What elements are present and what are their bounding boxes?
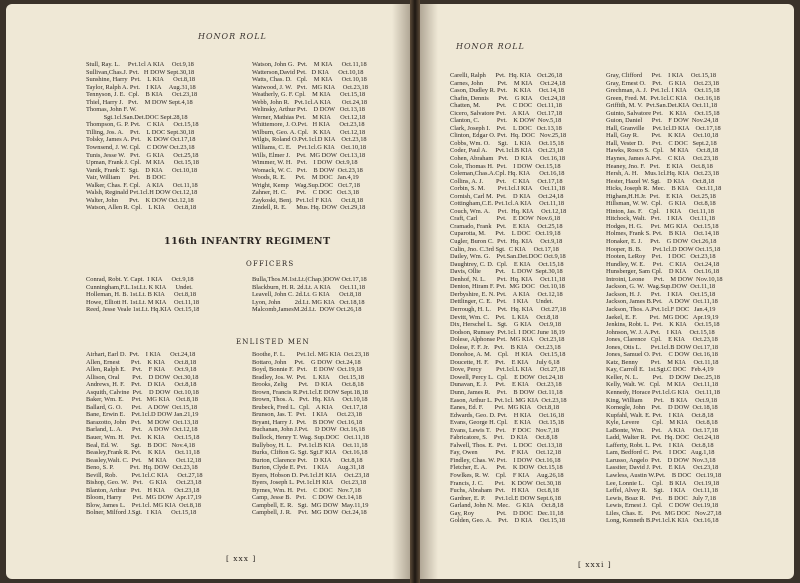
roll-entry: Wilgis, Roland O.Pvt.1cl.D KIA Oct.23,18	[252, 136, 367, 144]
roll-entry: Tunis, Jesse W. Pvt. G KIA Oct.25,18	[86, 151, 199, 159]
roll-entry: Dolese, Alphonse Pvt. MG KIA Oct.23,18	[450, 336, 565, 344]
roll-entry: Lassiter, David J. Pvt. E KIA Oct.23,18	[606, 464, 719, 472]
enlisted-column-1	[86, 351, 203, 517]
roll-entry: Wilburn, Geo. A. Cpl. K KIA Oct.12,18	[252, 128, 366, 136]
roll-entry: Womack, W. C. Pvt. B DOW Oct.23,18	[252, 166, 363, 174]
roll-entry: Watson, John G. Pvt. M KIA Oct.11,18	[252, 61, 367, 68]
roll-entry: Watts, Chas. D. Cpl. M KIA Oct.10,18	[252, 76, 367, 84]
roll-entry: Coder, Paul A. Pvt.1cl.B KIA Oct.23,18	[450, 147, 564, 155]
roll-entry: Thomas, John F. W.	[86, 106, 137, 114]
right-page	[420, 4, 794, 579]
roll-entry: Holmes, Frank S. Pvt. B KIA Oct.14,18	[606, 230, 719, 238]
officers-heading: OFFICERS	[246, 260, 295, 268]
roll-entry: Cugler, Buron C. Pvt. Hq. KIA Oct.9,18	[450, 238, 563, 246]
roll-entry: Keller, N. L. Pvt. D DOW Dec.25,18	[606, 373, 720, 381]
roll-entry: Craft, Carl Pvt. E DOW Nov.6,18	[450, 215, 561, 223]
roll-entry: Burton, Clyde E. Pvt. I KIA Aug.31,18	[252, 464, 365, 472]
officers-column-2	[252, 276, 367, 314]
roll-entry: Kay, Carroll E. 1st.Sgt.C DOC Feb.4,19	[606, 366, 714, 374]
roll-entry: Katz, Benny Pvt. M KIA Oct.11,18	[606, 358, 719, 366]
roll-entry: Allen, Ralph E. Pvt. F KIA Oct.9,18	[86, 366, 197, 374]
roll-entry: Corbin, S. M. Pvt.1cl.I KIA Oct.11,18	[450, 185, 565, 193]
roll-entry: Cason, Dudley R. Pvt. K KIA Oct.14,18	[450, 87, 564, 95]
roll-entry: Welinsky, Arthur Pvt. D DOW Oct.13,18	[252, 106, 365, 114]
page-number: [ xxx ]	[226, 554, 257, 563]
roll-entry: Derbyshire, E. N. Pvt. A KIA Oct.12,18	[450, 290, 563, 298]
roll-entry: Jones, Otis L. Pvt.1cl.B DOW Oct.17,18	[606, 343, 719, 351]
roll-entry: Long, Kenneth B.Pvt.1cl.K KIA Oct.16,18	[606, 517, 719, 525]
roll-entry: Dailey, Wm. G. Pvt.San.Det.DOC Oct.9,18	[450, 253, 566, 261]
roll-entry: Falwell, Thos. E. Pvt. L DOC Oct.13,18	[450, 441, 563, 449]
roll-entry: Tilling, Jos. A. Pvt. L DOC Sept.30,18	[86, 128, 195, 136]
honor-roll-column-1	[450, 72, 567, 525]
roll-entry: Beal, Ed. W. Sgt. B DOC Nov.4,18	[86, 441, 195, 449]
roll-entry: Green, Fred. M. Pvt.1cl.C KIA Oct.16,18	[606, 94, 720, 102]
roll-entry: Conrad, Robt. Y. Capt. I KIA Oct.9,18	[86, 276, 194, 283]
roll-entry: Hall, Guy R. Pvt. K KIA Oct.10,18	[606, 132, 719, 140]
roll-entry: Sgt.1cl.San.Det.DOC Sept.28,18	[86, 113, 188, 121]
roll-entry: Malcomb,JamesM.2d.Lt. DOW Oct.26,18	[252, 306, 362, 314]
roll-entry: Bryant, Harry J. Pvt. B DOW Oct.16,18	[252, 418, 363, 426]
roll-entry: Hester, Hazel W. Sgt. D KIA Oct.8,18	[606, 177, 715, 185]
roll-entry: Fuchs, Abraham Pvt. H KIA Oct.8,18	[450, 487, 559, 495]
roll-entry: Bevill, Rob. Pvt.1cl.C KIA Oct.27,18	[86, 471, 203, 479]
roll-entry: Walter, John Pvt. K DOW Oct.12,18	[86, 196, 194, 204]
roll-entry: Jaekel, E. F. Pvt. MG DOC Apr.19,19	[606, 313, 719, 321]
roll-entry: Byrnes, Wm. H. Pvt. C DOC Nov.7,18	[252, 486, 361, 494]
roll-entry: Hooten, LeRoy Pvt. I DOC Oct.23,18	[606, 253, 716, 261]
roll-entry: Brooks, Zelig Pvt. D KIA Oct.8,18	[252, 381, 364, 389]
roll-entry: Kyle, Levere Cpl. M KIA Oct.8,18	[606, 419, 718, 427]
roll-entry: Wills, Elmer J. Pvt. MG DOW Oct.13,18	[252, 151, 366, 159]
roll-entry: Hall, Granville Pvt.1cl.D KIA Oct.17,18	[606, 124, 721, 132]
roll-entry: Hunsberger, Sam Cpl. D KIA Oct.16,18	[606, 268, 720, 276]
roll-entry: Dowell, Percy L. Cpl. E DOW Oct.24,18	[450, 373, 564, 381]
roll-entry: Sunshine, Harry Pvt. L KIA Oct.8,18	[86, 76, 196, 84]
roll-entry: Leffel, Alvey R. Sgt. I KIA Oct.11,18	[606, 487, 718, 495]
roll-entry: Findley, Chas. W. Pvt. I DOW Oct.16,18	[450, 456, 561, 464]
roll-entry: Lee, Lonnie L. Cpl. B KIA Oct.19,18	[606, 479, 720, 487]
roll-entry: Griffith, M. V. Pvt.San.Det.KIA Oct.11,18	[606, 102, 718, 110]
roll-entry: Derrough, H. L. Pvt. Hq. KIA Oct.27,18	[450, 305, 566, 313]
roll-entry: Beasley,Frank R. Pvt. K KIA Oct.11,18	[86, 449, 200, 457]
roll-entry: Williams, C. E. Pvt.1cl.G KIA Oct.10,18	[252, 144, 367, 152]
roll-entry: Dolese, F. F. Jr. Pvt. B KIA Oct.23,18	[450, 343, 561, 351]
roll-entry: Daughtrey, C. D. Cpl. E KIA Oct.15,18	[450, 260, 564, 268]
roll-entry: Collins, A. J. Pvt. C KIA Oct.17,18	[450, 177, 563, 185]
left-page	[6, 4, 410, 579]
roll-entry: Hodges, H. G. Pvt. MG KIA Oct.15,18	[606, 222, 719, 230]
roll-entry: Beno, S. P. Pvt. Hq. DOW Oct.23,18	[86, 464, 198, 472]
roll-entry: Clinton, Edgar O. Pvt. Hq. DOC Nov.25,18	[450, 132, 567, 140]
roll-entry: Bullyboy, H. L. Pvt.1cl.B KIA Oct.11,18	[252, 441, 368, 449]
roll-entry: Beasley,Walt. C. Pvt. M KIA Oct.12,18	[86, 456, 202, 464]
honor-roll-column-1	[86, 61, 199, 212]
roll-entry: Guinto, Salvatore Pvt. K KIA Oct.15,18	[606, 109, 720, 117]
roll-entry: Cunningham,F.L.1st.Lt. K KIA Undet.	[86, 283, 193, 291]
roll-entry: Liles, Chas. E. Pvt. MG DOC Nov.27,18	[606, 509, 722, 517]
roll-entry: Evans, George H. Cpl. E KIA Oct.15,18	[450, 419, 564, 427]
roll-entry: Bane, Erwin E. Pvt.1cl.D DOW Jan.21,19	[86, 411, 199, 419]
roll-entry: Thompson, G. P. Pvt. C KIA Oct.15,18	[86, 121, 199, 129]
roll-entry: Allison, Oral Pvt. D DOW Oct.30,18	[86, 373, 199, 381]
roll-entry: Fletcher, E. A. Pvt. K DOW Oct.15,18	[450, 464, 563, 472]
roll-entry: Cobbs, Wm. O. Sgt. L KIA Oct.15,18	[450, 139, 564, 147]
roll-entry: Jones, Samuel O. Pvt. C DOW Oct.16,18	[606, 351, 718, 359]
roll-entry: Chatten, M. Pvt. C DOC Oct.11,18	[450, 102, 562, 110]
roll-entry: Boyd, Bonnie F. Pvt. E DOW Oct.19,18	[252, 366, 363, 374]
roll-entry: Jackson, H. J. Pvt. I KIA Oct.15,18	[606, 290, 716, 298]
roll-entry: Barazotto, John Pvt. M DOW Oct.13,18	[86, 418, 199, 426]
roll-entry: Introini, Leone Pvt. M DOW Nov.10,18	[606, 275, 723, 283]
roll-entry: Woods, R. E. Pvt. M DOC Jan.4,19	[252, 174, 359, 182]
roll-entry: Cottingham,C.E. Pvt.1cl.A KIA Oct.11,18	[450, 200, 565, 208]
officers-column-1	[86, 276, 199, 314]
roll-entry: Lawless, Austin W.Pvt. B DOC Oct.19,18	[606, 471, 722, 479]
roll-entry: Townsend, J. W. Cpl. C DOW Oct.23,18	[86, 144, 195, 152]
roll-entry: Clanton, C. Pvt. K DOW Nov.5,18	[450, 117, 562, 125]
roll-entry: Doucette, H. F. Pvt. E KIA July 6,18	[450, 358, 560, 366]
roll-entry: Couch, Wm. A. Pvt. Hq. KIA Oct.12,18	[450, 207, 567, 215]
roll-entry: Thiel, Harry J. Pvt. M DOW Sept.4,18	[86, 98, 193, 106]
roll-entry: Dunn, James R. Pvt. B DOW Oct.11,18	[450, 388, 563, 396]
roll-entry: Zaykoski, Benj. Pvt.1cl F KIA Oct.8,18	[252, 196, 364, 204]
roll-entry: Bottaro, John Pvt. G DOW Oct.24,18	[252, 358, 361, 366]
roll-entry: Blanton, Arthur Pvt. H KIA Oct.23,18	[86, 486, 200, 494]
roll-entry: LaBonte, Wm. Pvt. A KIA Oct.17,18	[606, 426, 718, 434]
roll-entry: Ladd, Walter R. Pvt. Hq. DOC Oct.24,18	[606, 434, 720, 442]
roll-entry: Larusso, Angelo Pvt. D DOW Nov.3,18	[606, 456, 716, 464]
roll-entry: Kelly, Walt. W. Cpl. M KIA Oct.11,18	[606, 381, 719, 389]
roll-entry: Watterson,David Pvt. D KIA Oct.10,18	[252, 68, 364, 76]
roll-entry: Eanes, Ed. F. Pvt. MG KIA Oct.8,18	[450, 404, 560, 412]
roll-entry: Airhart, Earl D. Pvt. I KIA Oct.24,18	[86, 351, 196, 358]
roll-entry: Sullivan,Chas.J. Pvt. H DOW Sept.30,18	[86, 68, 195, 76]
roll-entry: Barland, L. A. Pvt. A DOW Oct.12,18	[86, 426, 198, 434]
roll-entry: Dove, Percy Pvt.1cl.L KIA Oct.27,18	[450, 366, 565, 374]
roll-entry: Bolner, Milford J.Sgt. I KIA Oct.15,18	[86, 509, 197, 517]
book-gutter	[410, 0, 420, 583]
roll-entry: Hicks, Joseph R. Mec. B KIA Oct.11,18	[606, 185, 722, 193]
roll-entry: Honaker, E. J. Pvt. G DOW Oct.26,18	[606, 238, 717, 246]
honor-roll-column-2	[606, 72, 723, 525]
roll-entry: Brown, Francis R.Pvt.1cl.E DOW Sept.18,18	[252, 388, 368, 396]
roll-entry: Cornish, Carl M. Pvt. D KIA Oct.24,18	[450, 192, 564, 200]
roll-entry: Cuparotta, M. Pvt. L DOC Oct.19,18	[450, 230, 561, 238]
roll-entry: Carelli, Ralph Pvt. Hq. KIA Oct.26,18	[450, 72, 563, 79]
roll-entry: Burton, Clarence Pvt. D KIA Oct.8,18	[252, 456, 363, 464]
roll-entry: Whittemore, J. O.Pvt. H KIA Oct.23,18	[252, 121, 365, 129]
roll-entry: Camp, Jesse B. Pvt. C DOW Oct.14,18	[252, 494, 362, 502]
roll-entry: Donohoe, A. M. Cpl. H KIA Oct.15,18	[450, 351, 566, 359]
roll-entry: Brown, Thos. A. Pvt. Hq. KIA Oct.10,18	[252, 396, 368, 404]
roll-entry: Bishop, Geo. W. Pvt. G KIA Oct.23,18	[86, 479, 202, 487]
page-number: [ xxxi ]	[578, 560, 612, 569]
roll-entry: Lam, Bedford C. Pvt. I DOC Aug.1,18	[606, 449, 715, 457]
roll-entry: Brubeck, Fred L. Cpl. A KIA Oct.17,18	[252, 403, 368, 411]
roll-entry: Baker, Wm. E. Pvt. MG KIA Oct.8,18	[86, 396, 198, 404]
roll-entry: Bradley, Jos. W. Pvt. L KIA Oct.15,18	[252, 373, 365, 381]
roll-entry: Brunson, Jas. T. Pvt. I KIA Oct.23,18	[252, 411, 362, 419]
roll-entry: Hillsman, W. W. Cpl. G KIA Oct.8,18	[606, 200, 716, 208]
roll-entry: Lafferty, Robt. L. Pvt. I KIA Oct.8,18	[606, 441, 714, 449]
roll-entry: Carnes, John Pvt. M KIA Oct.24,18	[450, 79, 566, 87]
roll-entry: Chafin, Dennis Pvt. G KIA Oct.24,18	[450, 94, 566, 102]
roll-entry: Stull, Ray. L. Pvt.1cl A KIA Oct.9,18	[86, 61, 194, 68]
roll-entry: Dunavan, E. J. Pvt. E KIA Oct.23,18	[450, 381, 562, 389]
roll-entry: Reed, Jesse Veale 1st.Lt. Hq.KIA Oct.15,18	[86, 306, 200, 314]
roll-entry: Weatherly, G. F. Cpl. M KIA Oct.15,18	[252, 91, 366, 99]
regiment-title: 116th INFANTRY REGIMENT	[164, 236, 331, 247]
roll-entry: Johnson, W. J. A.Pvt. I KIA Oct.15,18	[606, 328, 715, 336]
roll-entry: Hawks, Rosco S. Cpl. M KIA Oct.8,18	[606, 147, 719, 155]
roll-entry: Wright, Kemp Wag.Sup.DOC Oct.7,18	[252, 181, 360, 189]
roll-entry: Jackson, Thos. A.Pvt.1cl.F DOC Jan.4,19	[606, 305, 716, 313]
roll-entry: Zindell, R. E. Mus. Hq. DOW Oct.29,18	[252, 204, 366, 212]
roll-entry: Dix, Herschel L. Sgt. G KIA Oct.9,18	[450, 321, 562, 329]
roll-entry: Culin, Jno. C.3rd Sgt. C KIA Oct.17,18	[450, 245, 559, 253]
roll-entry: Bauer, Wm. H. Pvt. K KIA Oct.15,18	[86, 434, 200, 442]
enlisted-column-2	[252, 351, 369, 517]
roll-entry: Cramado, Frank Pvt. E KIA Oct.25,18	[450, 222, 563, 230]
roll-entry: Golden, Geo. A. Pvt. D KIA Oct.15,18	[450, 517, 566, 525]
roll-entry: Devitt, Wm. C. Pvt. L KIA Oct.8,18	[450, 313, 559, 321]
roll-entry: Cohen, Abraham Pvt. D KIA Oct.16,18	[450, 155, 566, 163]
roll-entry: Davis, Ollie Pvt. L DOW Sept.30,18	[450, 268, 563, 276]
roll-entry: Clark, Joseph I. Pvt. L DOC Oct.13,18	[450, 124, 562, 132]
roll-entry: Gardner, E. P. Pvt.1cl.E DOW Sept.6,18	[450, 494, 561, 502]
roll-entry: Byers, Hobson D. Pvt.1cl.H KIA Oct.23,18	[252, 471, 370, 479]
roll-entry: Kupfahl, Walt. E. Pvt. I KIA Oct.8,18	[606, 411, 714, 419]
roll-entry: Grechman, A. J. Pvt.1cl. I KIA Oct.15,18	[606, 87, 720, 95]
roll-entry: Hersh, A. H. Mus.1cl.Hq. KIA Oct.23,18	[606, 170, 719, 178]
roll-entry: Francis, J. C. Pvt. K DOW Oct.30,18	[450, 479, 562, 487]
roll-entry: Allen, Ernest Pvt. K KIA Oct.8,18	[86, 358, 197, 366]
page-header: HONOR ROLL	[456, 42, 525, 51]
roll-entry: Zahner, H. C. Pvt. C DOC Oct.3,18	[252, 189, 359, 197]
roll-entry: Gray, Ernest O. Pvt. G KIA Oct.23,18	[606, 79, 720, 87]
roll-entry: Higham,H.H.Jr. Pvt. E KIA Oct.25,18	[606, 192, 716, 200]
roll-entry: Hitchock, Walt. Pvt. I KIA Oct.11,18	[606, 215, 716, 223]
roll-entry: Walker, Chas. F. Cpl. A KIA Oct.11,18	[86, 181, 198, 189]
roll-entry: Hall, Vester D. Pvt. C DOC Sept.2,18	[606, 139, 717, 147]
roll-entry: Denhof, N. L. Pvt. Hq. KIA Oct.11,18	[450, 275, 566, 283]
roll-entry: Blow, James L. Pvt.1cl. MG KIA Oct.8,18	[86, 501, 201, 509]
roll-entry: Jenkins, Robt. L. Pvt. K KIA Oct.15,18	[606, 321, 720, 329]
roll-entry: Kennedy, Horace Pvt.1cl.G KIA Oct.11,18	[606, 388, 720, 396]
roll-entry: Heaney, Jno. F. Pvt. E KIA Oct.8,18	[606, 162, 713, 170]
roll-entry: Lyon, John 2d.Lt. MG KIA Oct.18,18	[252, 298, 365, 306]
roll-entry: Guion, Daniel Pvt. F DOW Nov.24,18	[606, 117, 719, 125]
roll-entry: Watson, Allen R. Cpl. L KIA Oct.8,18	[86, 204, 197, 212]
roll-entry: Buchanan, John J.Pvt. D DOW Oct.16,18	[252, 426, 365, 434]
roll-entry: Dodson, Rumsey Pvt.1cl. I DOC June 18,19	[450, 328, 565, 336]
roll-entry: Upman, Frank J. Cpl. M KIA Oct.15,18	[86, 159, 199, 167]
roll-entry: Eason, Arthur L. Pvt.1cl. MG KIA Oct.23,18	[450, 396, 567, 404]
honor-roll-column-2	[252, 61, 368, 212]
roll-entry: Jackson, G. W. Wag.Sup.DOW Oct.11,18	[606, 283, 716, 291]
roll-entry: Jackson, James B.Pvt. A DOW Oct.11,18	[606, 298, 718, 306]
roll-entry: Bullock, Henry T. Wag. Sup.DOC Oct.11,18	[252, 434, 369, 442]
roll-entry: Ballard, G. O. Pvt. A DOW Oct.15,18	[86, 403, 198, 411]
roll-entry: Vanik, Frank T. Sgt. D KIA Oct.10,18	[86, 166, 198, 174]
roll-entry: Fowlkes, R. W. Cpl. F KIA Aug.26,18	[450, 471, 564, 479]
roll-entry: Boothe, F. L. Pvt.1cl. MG KIA Oct.23,18	[252, 351, 370, 358]
roll-entry: Burks, Clifton G. Sgt. Sgt.F KIA Oct.16,18	[252, 449, 368, 457]
roll-entry: Howe, Elliott H. 1st.Lt. M KIA Oct.11,18	[86, 298, 200, 306]
roll-entry: Haynes, James A.Pvt. C KIA Oct.23,18	[606, 155, 719, 163]
roll-entry: Gay, Roy Pvt. D DOC Dec.11,18	[450, 509, 564, 517]
roll-entry: Vair, William Pvt. B DOC	[86, 174, 166, 182]
roll-entry: King, William Pvt. B KIA Oct.9,18	[606, 396, 718, 404]
roll-entry: Andrews, H. F. Pvt. D KIA Oct.8,18	[86, 381, 197, 389]
roll-entry: Gray, Clifford Pvt. I KIA Oct.15,18	[606, 72, 717, 79]
roll-entry: Hundley, W. E. Pvt. C KIA Oct.24,18	[606, 260, 720, 268]
roll-entry: Tolsky, James A. Pvt. K DOW Oct.17,18	[86, 136, 196, 144]
roll-entry: Leavell, John C. 2d.Lt. G KIA Oct.8,18	[252, 291, 362, 299]
roll-entry: Fabricatore, S. Pvt. D KIA Oct.8,18	[450, 434, 558, 442]
roll-entry: Edwards, Geo. D. Pvt. H KIA Oct.16,18	[450, 411, 565, 419]
roll-entry: Werner, Mathias Pvt. M KIA Oct.12,18	[252, 113, 366, 121]
roll-entry: Webb, John R. Pvt.1cl.A KIA Oct.24,18	[252, 98, 368, 106]
roll-entry: Fay, Owen Pvt. F KIA Oct.12,18	[450, 449, 562, 457]
roll-entry: Campbell, J. R. Pvt. MG DOW Oct.24,18	[252, 509, 367, 517]
roll-entry: Kornegle, John Pvt. D DOW Oct.18,18	[606, 404, 718, 412]
roll-entry: Wimmer, W. H. Pvt. I DOW Oct.9,18	[252, 159, 358, 167]
roll-entry: Taylor, Ralph A. Pvt. I KIA Aug.31,18	[86, 83, 196, 91]
roll-entry: Hooper, B. B. Pvt.1cl.D DOW Oct.15,18	[606, 245, 721, 253]
enlisted-men-heading: ENLISTED MEN	[236, 338, 310, 346]
roll-entry: Lewis, Ernest J. Cpl. C DOW Oct.19,18	[606, 502, 719, 510]
roll-entry: Byers, Joseph L. Pvt.1cl.H KIA Oct.23,18	[252, 479, 367, 487]
roll-entry: Dettlinger, C. E. Pvt. I KIA Undet.	[450, 298, 554, 306]
roll-entry: Denton, Hiram F. Pvt. MG DOC Oct.10,18	[450, 283, 565, 291]
roll-entry: Evans, Lewis T. Pvt. F DOC Nov.7,18	[450, 426, 560, 434]
roll-entry: Garland, John N. Mec. G KIA Oct.8,18	[450, 502, 564, 510]
roll-entry: Tennyson, J. E. Cpl. B KIA Oct.23,18	[86, 91, 198, 99]
roll-entry: Asquith, Calvine Pvt. D DOW Oct.10,18	[86, 388, 199, 396]
roll-entry: Holleman, H. B. 1st.Lt. B KIA Oct.8,18	[86, 291, 197, 299]
page-header: HONOR ROLL	[198, 32, 267, 41]
roll-entry: Cicero, Salvatore Pvt. A KIA Oct.17,18	[450, 109, 563, 117]
roll-entry: Bulla,Thos.M.1st.Lt.(Chap.)DOW Oct.17,18	[252, 276, 367, 283]
roll-entry: Cole, Thomas H. Pvt. I DOW Oct.15,18	[450, 162, 561, 170]
roll-entry: Jones, Clarence Cpl. E KIA Oct.23,18	[606, 336, 718, 344]
roll-entry: Lewis, Boaz R. Pvt. B DOC July 7,18	[606, 494, 716, 502]
roll-entry: Blackburn, H. R. 2d.Lt. A KIA Oct.11,18	[252, 283, 366, 291]
roll-entry: Bloom, Harry Pvt. MG DOW Apr.17,19	[86, 494, 202, 502]
roll-entry: Coleman,Chas.A.Cpl. Hq. KIA Oct.16,18	[450, 170, 565, 178]
roll-entry: Watwood, J. W. Pvt. MG KIA Oct.23,18	[252, 83, 368, 91]
roll-entry: Campbell, E. R. Sgt. MG DOW May.11,19	[252, 501, 369, 509]
roll-entry: Walsh, Reginald Pvt.1cl.H DOW Oct.12,18	[86, 189, 198, 197]
roll-entry: Hinton, Jas. F. Cpl. I KIA Oct.11,18	[606, 207, 714, 215]
